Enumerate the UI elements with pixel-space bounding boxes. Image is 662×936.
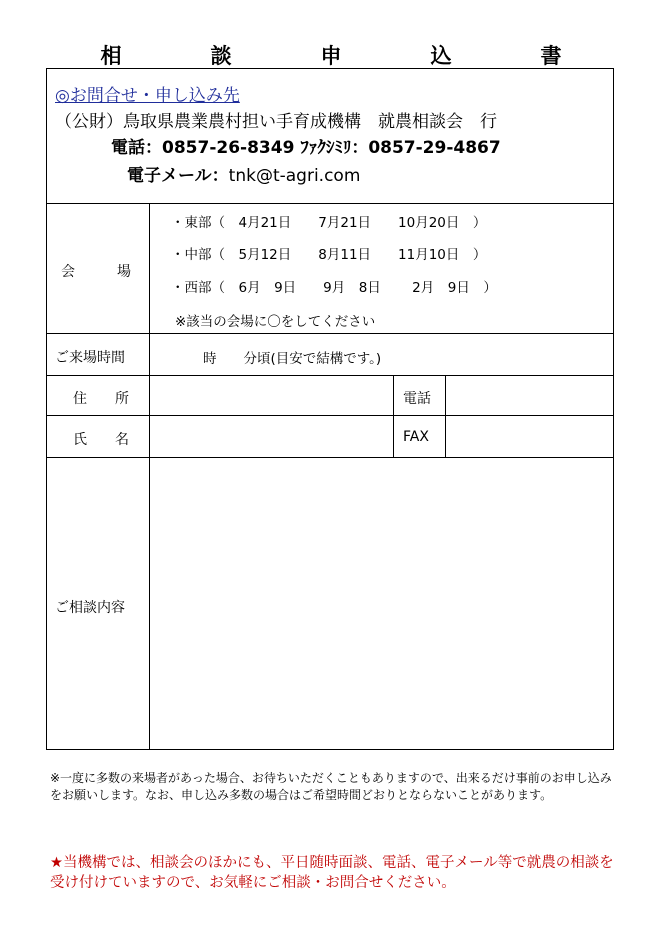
footnote: ※一度に多数の来場者があった場合、お待ちいただくこともありますので、出来るだけ事前のお申し込みをお願いします。なお、申し込み多数の場合はご希望時間どおりとならないことがあります。 [50, 771, 612, 802]
arrival-time-field[interactable]: 時 分頃(目安で結構です。) [203, 351, 382, 367]
email-address[interactable]: tnk@t-agri.com [228, 166, 361, 186]
phone-field[interactable] [447, 377, 611, 413]
email-line [127, 161, 360, 186]
address-field[interactable] [151, 377, 391, 413]
divider [47, 375, 613, 376]
name-field[interactable] [151, 417, 391, 455]
venue-instruction: ※該当の会場に〇をしてください [175, 314, 376, 330]
divider [47, 457, 613, 458]
application-form [46, 68, 614, 750]
arrival-time-label: ご来場時間 [55, 350, 125, 366]
divider [47, 333, 613, 334]
venue-label: 会 場 [61, 264, 131, 280]
phone-label: 電話 [403, 391, 431, 407]
fax-label: FAX [403, 429, 429, 445]
fax-field[interactable] [447, 417, 611, 455]
divider [47, 203, 613, 204]
page-title: 相 談 申 込 書 [100, 44, 596, 68]
divider [47, 415, 613, 416]
column-divider [445, 375, 446, 457]
notice-text: ★当機構では、相談会のほかにも、平日随時面談、電話、電子メール等で就農の相談を受け付けていますので、お気軽にご相談・お問合せください。 [50, 855, 614, 891]
name-label: 氏 名 [73, 432, 129, 448]
column-divider [393, 375, 394, 457]
venue-option-west[interactable]: ・西部（ 6月 9日 9月 8日 2月 9日 ） [171, 280, 497, 296]
contact-heading: ◎お問合せ・申し込み先 [55, 86, 240, 106]
consultation-label: ご相談内容 [55, 600, 125, 616]
venue-option-central[interactable]: ・中部（ 5月12日 8月11日 11月10日 ） [171, 247, 487, 263]
organization-name: （公財）鳥取県農業農村担い手育成機構 就農相談会 行 [55, 112, 497, 132]
email-label: 電子メール： [127, 166, 229, 186]
address-label: 住 所 [73, 391, 129, 407]
phone-fax-line: 電話：0857-26-8349 ﾌｧｸｼﾐﾘ：0857-29-4867 [111, 138, 501, 158]
column-divider [149, 203, 150, 749]
venue-option-east[interactable]: ・東部（ 4月21日 7月21日 10月20日 ） [171, 215, 487, 231]
consultation-field[interactable] [151, 459, 611, 747]
